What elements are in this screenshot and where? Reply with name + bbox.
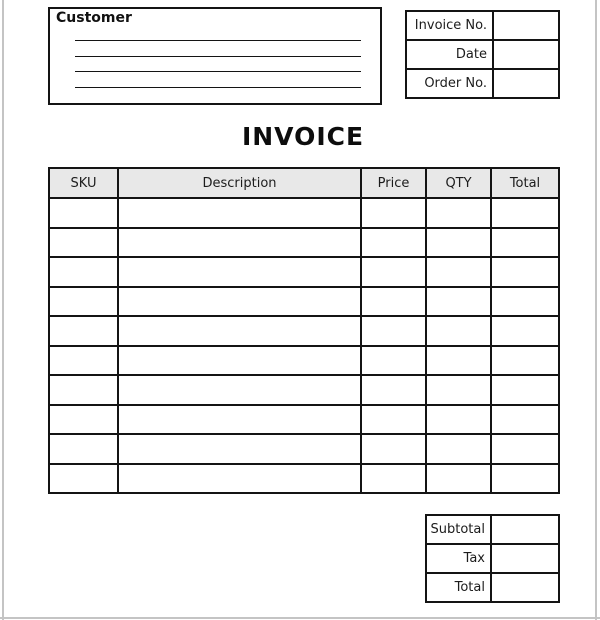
item-cell[interactable]	[361, 464, 426, 494]
item-cell[interactable]	[426, 346, 491, 376]
total-label: Total	[426, 573, 491, 602]
invoice-no-label: Invoice No.	[406, 11, 493, 40]
item-row	[49, 198, 559, 228]
customer-label: Customer	[56, 10, 132, 26]
item-cell[interactable]	[118, 257, 361, 287]
item-cell[interactable]	[491, 405, 559, 435]
item-cell[interactable]	[426, 316, 491, 346]
info-row	[406, 40, 559, 69]
col-header-sku: SKU	[49, 168, 118, 198]
date-value-cell[interactable]	[493, 40, 559, 69]
item-cell[interactable]	[426, 198, 491, 228]
items-table-body	[49, 198, 559, 493]
item-cell[interactable]	[426, 434, 491, 464]
page-title: INVOICE	[241, 122, 365, 151]
item-cell[interactable]	[118, 405, 361, 435]
info-row	[406, 11, 559, 40]
col-header-price: Price	[361, 168, 426, 198]
item-cell[interactable]	[426, 405, 491, 435]
item-row	[49, 316, 559, 346]
page-edge-left	[2, 0, 4, 620]
item-cell[interactable]	[49, 287, 118, 317]
item-cell[interactable]	[49, 316, 118, 346]
item-row	[49, 375, 559, 405]
summary-row	[426, 573, 559, 602]
item-cell[interactable]	[491, 375, 559, 405]
item-cell[interactable]	[361, 434, 426, 464]
item-cell[interactable]	[361, 257, 426, 287]
item-row	[49, 405, 559, 435]
subtotal-label: Subtotal	[426, 515, 491, 544]
order-no-label: Order No.	[406, 69, 493, 98]
item-cell[interactable]	[118, 375, 361, 405]
item-row	[49, 434, 559, 464]
item-row	[49, 257, 559, 287]
customer-box	[48, 7, 382, 105]
customer-line[interactable]	[75, 87, 361, 88]
customer-line[interactable]	[75, 56, 361, 57]
col-header-qty: QTY	[426, 168, 491, 198]
customer-line[interactable]	[75, 71, 361, 72]
item-cell[interactable]	[426, 228, 491, 258]
item-cell[interactable]	[361, 405, 426, 435]
info-table	[405, 10, 560, 99]
item-cell[interactable]	[491, 434, 559, 464]
item-cell[interactable]	[491, 316, 559, 346]
item-cell[interactable]	[491, 287, 559, 317]
summary-row	[426, 515, 559, 544]
subtotal-value-cell[interactable]	[491, 515, 559, 544]
item-cell[interactable]	[49, 464, 118, 494]
item-cell[interactable]	[118, 228, 361, 258]
customer-line[interactable]	[75, 40, 361, 41]
item-row	[49, 346, 559, 376]
item-cell[interactable]	[491, 228, 559, 258]
info-row	[406, 69, 559, 98]
items-header-row	[49, 168, 559, 198]
item-cell[interactable]	[426, 257, 491, 287]
item-cell[interactable]	[49, 198, 118, 228]
page-edge-right	[595, 0, 597, 620]
item-row	[49, 287, 559, 317]
item-cell[interactable]	[491, 198, 559, 228]
item-cell[interactable]	[118, 316, 361, 346]
item-cell[interactable]	[118, 434, 361, 464]
item-cell[interactable]	[426, 464, 491, 494]
item-row	[49, 228, 559, 258]
item-cell[interactable]	[118, 198, 361, 228]
item-cell[interactable]	[361, 316, 426, 346]
item-row	[49, 464, 559, 494]
tax-value-cell[interactable]	[491, 544, 559, 573]
item-cell[interactable]	[49, 257, 118, 287]
page-edge-bottom	[0, 617, 600, 619]
col-header-description: Description	[118, 168, 361, 198]
item-cell[interactable]	[426, 375, 491, 405]
item-cell[interactable]	[49, 375, 118, 405]
summary-row	[426, 544, 559, 573]
item-cell[interactable]	[118, 464, 361, 494]
item-cell[interactable]	[49, 346, 118, 376]
item-cell[interactable]	[361, 228, 426, 258]
item-cell[interactable]	[361, 375, 426, 405]
date-label: Date	[406, 40, 493, 69]
item-cell[interactable]	[361, 198, 426, 228]
summary-table	[425, 514, 560, 603]
col-header-total: Total	[491, 168, 559, 198]
item-cell[interactable]	[49, 228, 118, 258]
item-cell[interactable]	[118, 287, 361, 317]
item-cell[interactable]	[491, 346, 559, 376]
item-cell[interactable]	[426, 287, 491, 317]
tax-label: Tax	[426, 544, 491, 573]
item-cell[interactable]	[361, 287, 426, 317]
invoice-no-value-cell[interactable]	[493, 11, 559, 40]
item-cell[interactable]	[118, 346, 361, 376]
total-value-cell[interactable]	[491, 573, 559, 602]
item-cell[interactable]	[49, 405, 118, 435]
order-no-value-cell[interactable]	[493, 69, 559, 98]
item-cell[interactable]	[491, 257, 559, 287]
item-cell[interactable]	[491, 464, 559, 494]
items-table	[48, 167, 560, 494]
item-cell[interactable]	[361, 346, 426, 376]
item-cell[interactable]	[49, 434, 118, 464]
